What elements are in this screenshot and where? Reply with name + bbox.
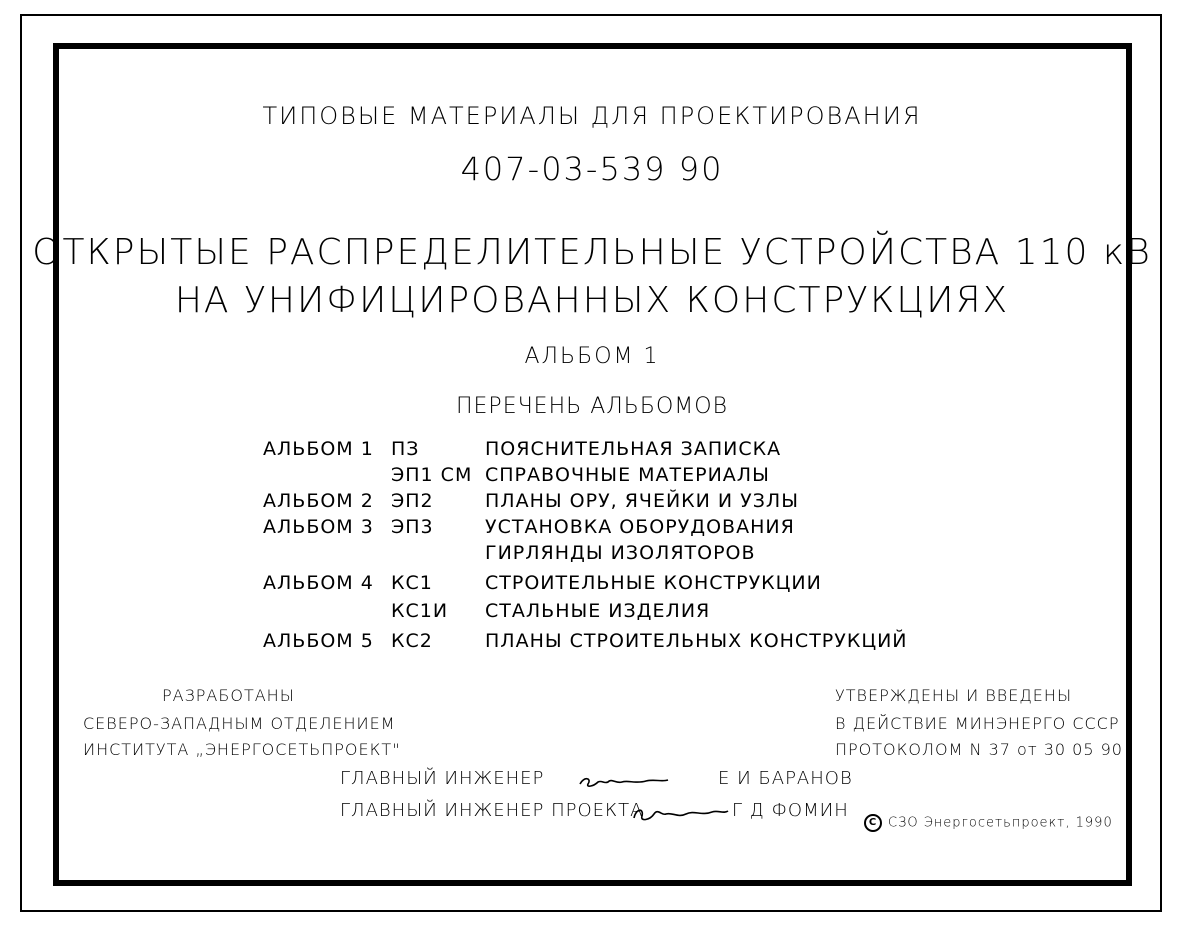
copyright-text: СЗО Энергосетьпроект, 1990 (888, 815, 1113, 831)
list-item-album: АЛЬБОМ 1 (263, 438, 374, 460)
list-item (0, 600, 1184, 626)
chief-project-engineer-label: ГЛАВНЫЙ ИНЖЕНЕР ПРОЕКТА (340, 800, 644, 821)
list-item-album: АЛЬБОМ 3 (263, 516, 374, 538)
albums-list-heading: ПЕРЕЧЕНЬ АЛЬБОМОВ (455, 394, 729, 419)
approved-line-3: ПРОТОКОЛОМ N 37 от 30 05 90 (835, 740, 1123, 759)
list-item (0, 630, 1184, 656)
developed-line-2: ИНСТИТУТА „ЭНЕРГОСЕТЬПРОЕКТ" (83, 740, 401, 759)
list-item (0, 542, 1184, 568)
list-item-title: ПОЯСНИТЕЛЬНАЯ ЗАПИСКА (485, 438, 782, 460)
list-item-title: УСТАНОВКА ОБОРУДОВАНИЯ (485, 516, 795, 538)
list-item-code: КС1И (391, 600, 449, 622)
main-title-line-2: НА УНИФИЦИРОВАННЫХ КОНСТРУКЦИЯХ (174, 280, 1010, 321)
chief-engineer-label: ГЛАВНЫЙ ИНЖЕНЕР (340, 768, 545, 789)
list-item (0, 572, 1184, 598)
chief-project-engineer-signature (630, 802, 730, 826)
list-item-title: ПЛАНЫ СТРОИТЕЛЬНЫХ КОНСТРУКЦИЙ (485, 630, 908, 652)
list-item-code: ПЗ (391, 438, 420, 460)
list-item-album: АЛЬБОМ 4 (263, 572, 374, 594)
list-item (0, 516, 1184, 542)
list-item-album: АЛЬБОМ 2 (263, 490, 374, 512)
main-title-line-1: ОТКРЫТЫЕ РАСПРЕДЕЛИТЕЛЬНЫЕ УСТРОЙСТВА 110 кВ (32, 232, 1152, 273)
chief-engineer-name: Е И БАРАНОВ (718, 768, 853, 789)
list-item-code: ЭП1 СМ (391, 464, 473, 486)
chief-engineer-signature (576, 772, 672, 794)
list-item-code: ЭП3 (391, 516, 434, 538)
list-item-code: КС1 (391, 572, 433, 594)
chief-project-engineer-name: Г Д ФОМИН (732, 800, 849, 821)
list-item-title: СТАЛЬНЫЕ ИЗДЕЛИЯ (485, 600, 711, 622)
list-item-title: СТРОИТЕЛЬНЫЕ КОНСТРУКЦИИ (485, 572, 822, 594)
list-item (0, 438, 1184, 464)
list-item (0, 490, 1184, 516)
album-number: АЛЬБОМ 1 (524, 344, 660, 369)
list-item-code: ЭП2 (391, 490, 434, 512)
developed-label: РАЗРАБОТАНЫ (162, 686, 295, 705)
list-item-album: АЛЬБОМ 5 (263, 630, 374, 652)
list-item-title: ПЛАНЫ ОРУ, ЯЧЕЙКИ И УЗЛЫ (485, 490, 799, 512)
series-title: ТИПОВЫЕ МАТЕРИАЛЫ ДЛЯ ПРОЕКТИРОВАНИЯ (262, 102, 922, 130)
copyright-notice (864, 814, 1113, 832)
list-item (0, 464, 1184, 490)
copyright-icon: C (864, 814, 882, 832)
developed-line-1: СЕВЕРО-ЗАПАДНЫМ ОТДЕЛЕНИЕМ (83, 714, 396, 733)
approved-line-2: В ДЕЙСТВИЕ МИНЭНЕРГО СССР (835, 714, 1120, 733)
approved-line-1: УТВЕРЖДЕНЫ И ВВЕДЕНЫ (835, 686, 1073, 705)
list-item-title: СПРАВОЧНЫЕ МАТЕРИАЛЫ (485, 464, 770, 486)
document-code: 407-03-539 90 (460, 150, 724, 188)
list-item-code: КС2 (391, 630, 433, 652)
list-item-title: ГИРЛЯНДЫ ИЗОЛЯТОРОВ (485, 542, 756, 564)
